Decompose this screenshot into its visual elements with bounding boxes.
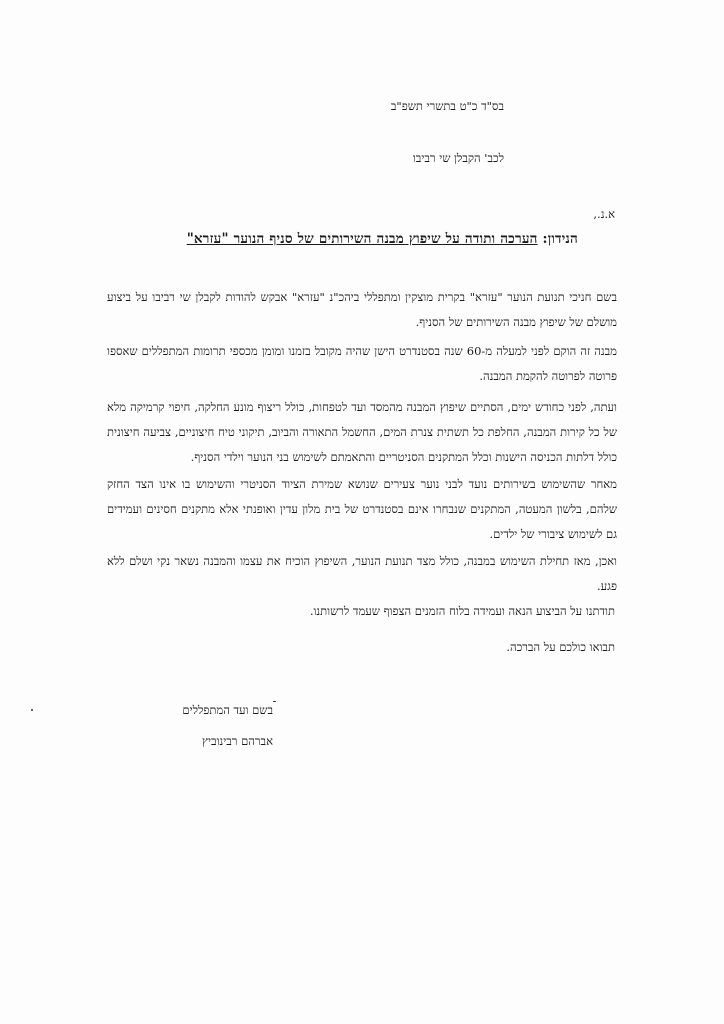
body-paragraph-1: בשם חניכי תנועת הנוער "עזרא" בקרית מוצקין ומתפללי ביהכ"נ "עזרא" אבקש להודות לקבלן שי רביבו על ביצוע מושלם של שיפוץ מבנה השירותים של הסניף. xyxy=(107,290,617,329)
subject-prefix: הנידון: xyxy=(537,231,578,247)
body-paragraph-5: ואכן, מאז תחילת השימוש במבנה, כולל מצד תנועת הנוער, השיפוץ הוכיח את עצמו והמבנה נשאר נקי ושלם ללא פגע. xyxy=(107,554,617,593)
signature-name: אברהם רבינוביץ xyxy=(202,734,273,748)
body-paragraph-4: מאחר שהשימוש בשירותים נועד לבני נוער צעירים שנושא שמירת הציוד הסניטרי והשימוש בו אינו הצד החזק שלהם, בלשון המעטה, המתקנים שנבחרו אינם בסטנדרט של בית מלון עדין ואופנתי אלא מתקנים חסינים ועמידים גם לשימוש ציבורי של ילדים. xyxy=(107,477,617,541)
letter-addressee: לכב' הקבלן שי רביבו xyxy=(412,151,504,165)
scan-speck xyxy=(273,701,276,702)
letter-subject xyxy=(187,232,578,246)
subject-text: הערכה ותודה על שיפוץ מבנה השירותים של סניף הנוער "עזרא" xyxy=(186,231,538,247)
body-paragraph-7: תבואו כולכם על הברכה. xyxy=(506,640,615,654)
signature-line: בשם ועד המתפללים xyxy=(182,703,273,717)
body-paragraph-6: תודתנו על הביצוע הנאה ועמידה בלוח הזמנים הצפוף שעמד לרשותנו. xyxy=(309,604,615,618)
body-paragraph-3: ועתה, לפני כחודש ימים, הסתיים שיפוץ המבנה מהמסד ועד לטפחות, כולל ריצוף מונע החלקה, חיפוי קרמיקה מלא של כל קירות המבנה, החלפת כל תשתית צנרת המים, החשמל התאורה והביוב, תיקוני טיח חיצוניים, צביעה חיצונית כולל דלתות הכניסה הישנות וכלל המתקנים הסניטריים והתאמתם לשימוש בני הנוער וילדי הסניף. xyxy=(107,400,617,464)
scan-speck xyxy=(31,709,33,711)
letter-greeting: א.נ., xyxy=(593,207,615,221)
body-paragraph-2: מבנה זה הוקם לפני למעלה מ-60 שנה בסטנדרט הישן שהיה מקובל בזמנו ומומן מכספי תרומות המתפללים שאספו פרוטה לפרוטה להקמת המבנה. xyxy=(107,344,617,383)
letter-date: בס"ד כ"ט בתשרי תשפ"ב xyxy=(390,99,504,113)
